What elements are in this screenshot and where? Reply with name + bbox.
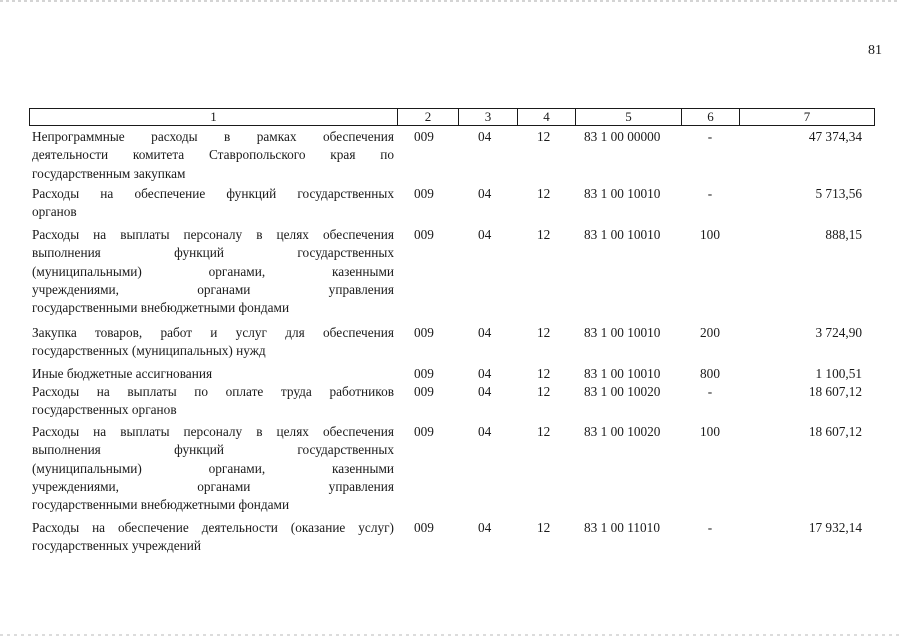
cell-col-6: 100 <box>700 227 720 242</box>
cell-col-6: 100 <box>700 424 720 439</box>
cell-col-5: 83 1 00 10010 <box>584 227 661 242</box>
cell-col-4: 12 <box>537 129 551 144</box>
cell-col-2: 009 <box>414 384 434 399</box>
cell-col-2: 009 <box>414 186 434 201</box>
cell-col-7: 5 713,56 <box>815 186 862 201</box>
row-description <box>32 383 394 420</box>
cell-col-3: 04 <box>478 186 492 201</box>
row-description <box>32 185 394 222</box>
description-line: Расходы на выплаты по оплате труда работников <box>32 384 394 399</box>
cell-col-2: 009 <box>414 520 434 535</box>
cell-col-7: 1 100,51 <box>815 366 862 381</box>
cell-col-6: - <box>707 520 713 535</box>
description-line: Непрограммные расходы в рамках обеспечения <box>32 129 394 144</box>
cell-col-3: 04 <box>478 384 492 399</box>
scan-edge-bottom <box>0 634 899 636</box>
header-cell-3: 3 <box>459 109 518 125</box>
cell-col-3: 04 <box>478 366 492 381</box>
cell-col-4: 12 <box>537 325 551 340</box>
row-description <box>32 365 394 383</box>
description-line: Иные бюджетные ассигнования <box>32 366 213 381</box>
scan-edge-top <box>0 0 899 2</box>
cell-col-5: 83 1 00 11010 <box>584 520 660 535</box>
description-line: государственными внебюджетными фондами <box>32 497 290 513</box>
cell-col-5: 83 1 00 10020 <box>584 424 661 439</box>
cell-col-5: 83 1 00 10010 <box>584 366 661 381</box>
cell-col-6: 800 <box>700 366 720 381</box>
row-description <box>32 226 394 317</box>
description-line: Расходы на обеспечение деятельности (оказание услуг) <box>32 520 394 535</box>
description-line: Закупка товаров, работ и услуг для обеспечения <box>32 325 394 340</box>
cell-col-6: - <box>707 384 713 399</box>
cell-col-4: 12 <box>537 424 551 439</box>
description-line: государственными внебюджетными фондами <box>32 300 290 316</box>
cell-col-4: 12 <box>537 384 551 399</box>
header-cell-1: 1 <box>30 109 398 125</box>
cell-col-2: 009 <box>414 424 434 439</box>
cell-col-6: - <box>707 129 713 144</box>
cell-col-7: 3 724,90 <box>815 325 862 340</box>
cell-col-4: 12 <box>537 520 551 535</box>
header-cell-7: 7 <box>803 109 811 124</box>
header-cell-4: 4 <box>518 109 576 125</box>
cell-col-2: 009 <box>414 325 434 340</box>
cell-col-2: 009 <box>414 129 434 144</box>
description-line: государственных органов <box>32 402 177 418</box>
cell-col-3: 04 <box>478 129 492 144</box>
cell-col-6: - <box>707 186 713 201</box>
cell-col-7: 888,15 <box>825 227 862 242</box>
cell-col-6: 200 <box>700 325 720 340</box>
table-header <box>29 108 875 126</box>
description-line: деятельности комитета Ставропольского края по <box>32 147 394 163</box>
description-line: (муниципальными) органами, казенными <box>32 460 394 476</box>
description-line: государственных (муниципальных) нужд <box>32 343 266 359</box>
cell-col-5: 83 1 00 10010 <box>584 186 661 201</box>
description-line: (муниципальными) органами, казенными <box>32 263 394 279</box>
header-cell-5: 5 <box>576 109 682 125</box>
description-line: учреждениями, органами управления <box>32 478 394 494</box>
cell-col-2: 009 <box>414 227 434 242</box>
cell-col-7: 47 374,34 <box>808 129 862 144</box>
cell-col-4: 12 <box>537 186 551 201</box>
description-line: государственным закупкам <box>32 165 186 181</box>
cell-col-7: 17 932,14 <box>808 520 862 535</box>
description-line: Расходы на выплаты персоналу в целях обеспечения <box>32 424 394 439</box>
cell-col-4: 12 <box>537 227 551 242</box>
description-line: государственных учреждений <box>32 538 201 554</box>
row-description <box>32 423 394 514</box>
cell-col-3: 04 <box>478 520 492 535</box>
row-description <box>32 519 394 556</box>
cell-col-5: 83 1 00 00000 <box>584 129 661 144</box>
cell-col-3: 04 <box>478 424 492 439</box>
cell-col-3: 04 <box>478 325 492 340</box>
row-description <box>32 324 394 361</box>
description-line: учреждениями, органами управления <box>32 281 394 297</box>
cell-col-7: 18 607,12 <box>808 384 862 399</box>
cell-col-3: 04 <box>478 227 492 242</box>
description-line: органов <box>32 204 77 220</box>
header-cell-6: 6 <box>682 109 740 125</box>
cell-col-5: 83 1 00 10010 <box>584 325 661 340</box>
cell-col-5: 83 1 00 10020 <box>584 384 661 399</box>
cell-col-7: 18 607,12 <box>808 424 862 439</box>
row-description <box>32 128 394 183</box>
description-line: выполнения функций государственных <box>32 245 394 261</box>
cell-col-2: 009 <box>414 366 434 381</box>
page-number: 81 <box>868 43 882 58</box>
description-line: Расходы на выплаты персоналу в целях обеспечения <box>32 227 394 242</box>
cell-col-4: 12 <box>537 366 551 381</box>
description-line: Расходы на обеспечение функций государственных <box>32 186 394 201</box>
header-cell-2: 2 <box>398 109 459 125</box>
description-line: выполнения функций государственных <box>32 442 394 458</box>
